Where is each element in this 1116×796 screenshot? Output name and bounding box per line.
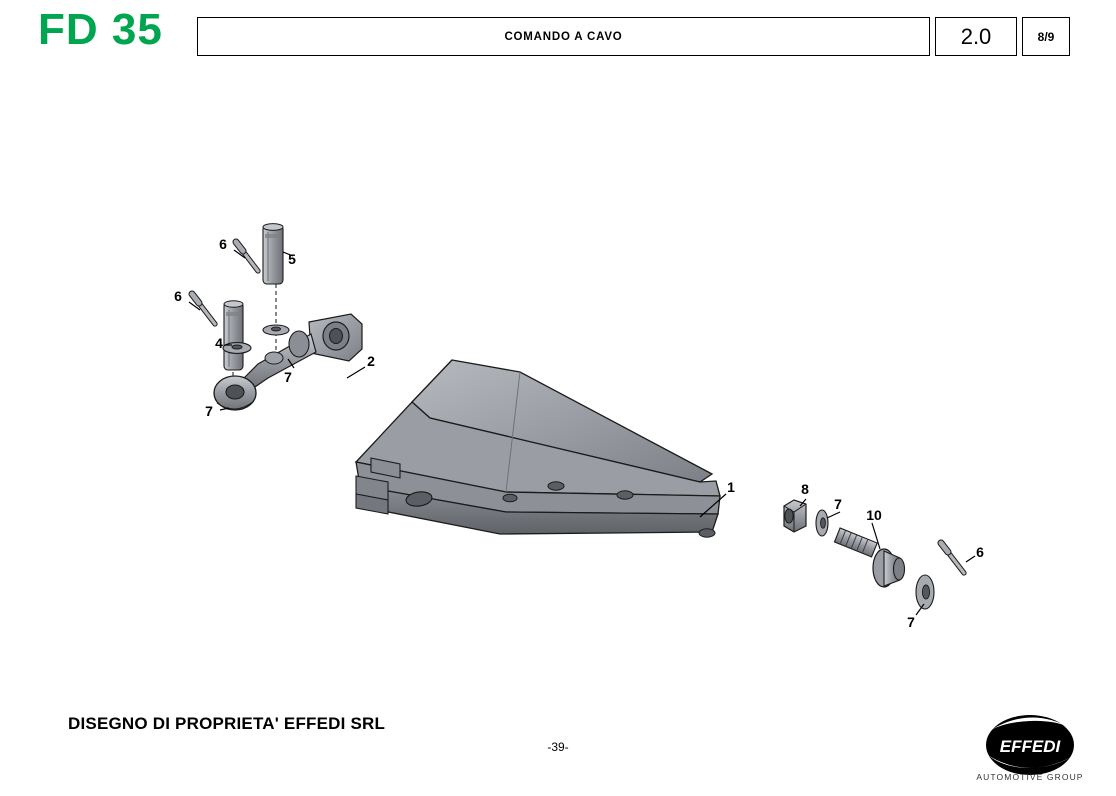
- drawing-code-box: [935, 17, 1017, 56]
- page-number: -39-: [547, 740, 569, 754]
- part-washer-7-right: [816, 510, 828, 536]
- callout-8: 8: [801, 481, 809, 497]
- part-washer-7-top: [263, 325, 289, 335]
- part-washer-7-left: [223, 343, 251, 354]
- callout-6-right: 6: [976, 544, 984, 560]
- effedi-logo-wordmark: EFFEDI: [999, 737, 1061, 756]
- part-screw-6-upper: [236, 242, 258, 271]
- callout-7-right: 7: [834, 496, 842, 512]
- exploded-parts-diagram: [0, 62, 1116, 702]
- callout-7-top: 7: [284, 369, 292, 385]
- part-screw-6-left: [192, 294, 215, 324]
- callout-5: 5: [288, 251, 296, 267]
- page-header: [0, 0, 1116, 62]
- part-bracket-1: [356, 360, 720, 537]
- ownership-note: DISEGNO DI PROPRIETA' EFFEDI SRL: [68, 714, 386, 733]
- drawing-title: COMANDO A CAVO: [504, 30, 623, 43]
- part-pin-5: [263, 224, 283, 284]
- callout-1: 1: [727, 479, 735, 495]
- callout-6-upper: 6: [219, 236, 227, 252]
- part-stud-10: [834, 528, 904, 587]
- callout-4: 4: [215, 335, 223, 351]
- callout-6-left: 6: [174, 288, 182, 304]
- part-pin-4: [224, 301, 243, 370]
- sheet-ref-box: [1022, 17, 1070, 56]
- drawing-code: 2.0: [960, 23, 992, 49]
- drawing-title-box: [197, 17, 930, 56]
- callout-10: 10: [866, 507, 882, 523]
- brand-logo: FD 35: [38, 5, 163, 54]
- callout-7-bottom: 7: [907, 614, 915, 630]
- part-washer-7-bottom: [916, 575, 934, 609]
- sheet-ref: 8/9: [1037, 29, 1055, 44]
- part-screw-6-right: [941, 543, 964, 573]
- part-nut-8: [784, 500, 806, 532]
- diagram-canvas: [0, 62, 1116, 702]
- effedi-tagline: AUTOMOTIVE GROUP: [976, 772, 1084, 782]
- callout-2: 2: [367, 353, 375, 369]
- callout-7-left: 7: [205, 403, 213, 419]
